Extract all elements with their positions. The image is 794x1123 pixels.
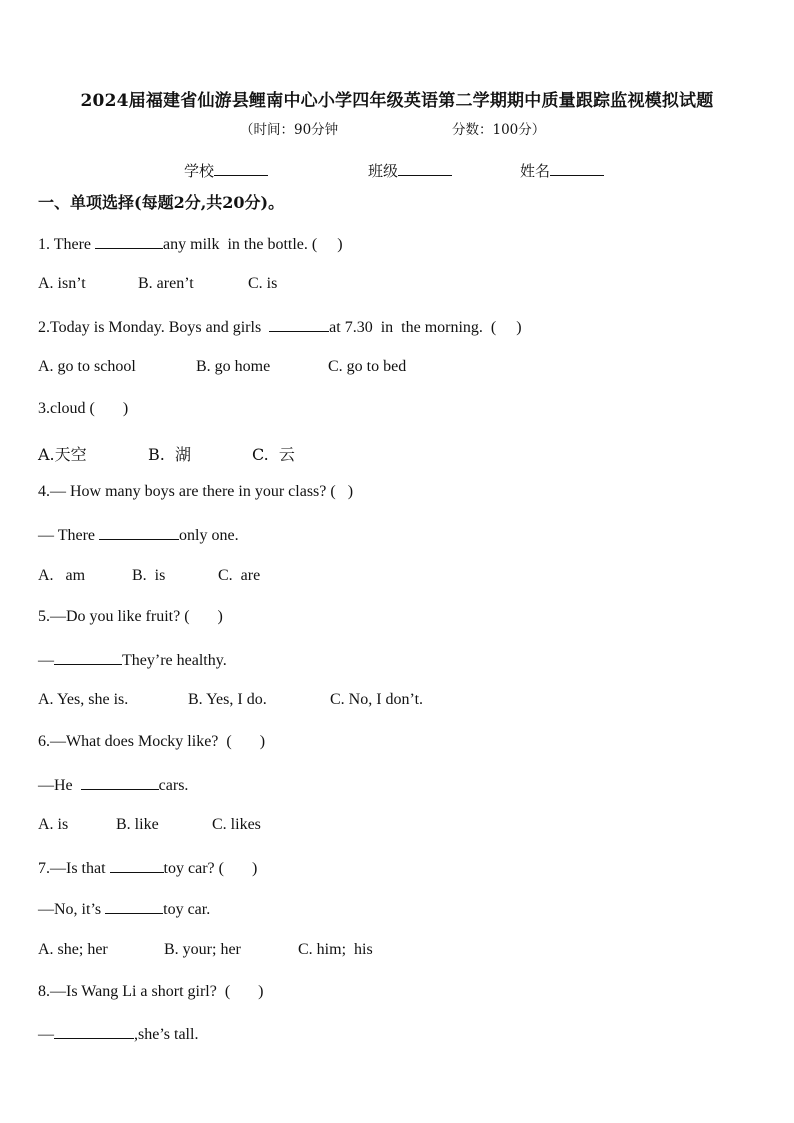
answer-blank[interactable] — [110, 858, 164, 873]
option-b: B. Yes, I do. — [188, 691, 267, 708]
option-b: B. aren’t — [138, 275, 194, 292]
answer-blank[interactable] — [54, 1024, 134, 1039]
question-5: 5.—Do you like fruit? ( ) — [38, 608, 223, 625]
option-b: B. go home — [196, 358, 271, 375]
option-b: B. is — [132, 567, 166, 584]
school-blank[interactable] — [214, 161, 268, 176]
exam-score: 分数：100分） — [452, 122, 546, 138]
option-a: A. she; her — [38, 941, 108, 958]
question-4-response: — There only one. — [38, 527, 239, 544]
class-field[interactable]: 班级 — [368, 160, 452, 181]
section-heading: 一、单项选择(每题2分,共20分)。 — [38, 193, 285, 212]
question-1: 1. There any milk in the bottle. ( ) — [38, 236, 343, 253]
question-7: 7.—Is that toy car? ( ) — [38, 860, 258, 877]
option-a: A. is — [38, 816, 69, 833]
option-c: C. likes — [212, 816, 261, 833]
question-6-response: —He cars. — [38, 777, 189, 794]
school-field[interactable]: 学校 — [184, 160, 268, 181]
exam-time: （时间：90分钟 — [240, 122, 339, 138]
question-8: 8.—Is Wang Li a short girl? ( ) — [38, 983, 264, 1000]
class-blank[interactable] — [398, 161, 452, 176]
option-b: B. your; her — [164, 941, 241, 958]
option-a: A. am — [38, 567, 86, 584]
question-6: 6.—What does Mocky like? ( ) — [38, 733, 266, 750]
answer-blank[interactable] — [95, 234, 163, 249]
answer-blank[interactable] — [81, 775, 159, 790]
option-a: A.天空 — [38, 445, 87, 464]
option-a: A. go to school — [38, 358, 136, 375]
option-b: B. 湖 — [148, 445, 192, 464]
question-5-response: — They’re healthy. — [38, 652, 227, 669]
option-a: A. isn’t — [38, 275, 86, 292]
option-a: A. Yes, she is. — [38, 691, 129, 708]
question-4: 4.— How many boys are there in your class? ( ) — [38, 483, 354, 500]
option-b: B. like — [116, 816, 159, 833]
answer-blank[interactable] — [105, 899, 163, 914]
option-c: C. go to bed — [328, 358, 407, 375]
page-title: 2024届福建省仙游县鲤南中心小学四年级英语第二学期期中质量跟踪监视模拟试题 — [80, 91, 714, 111]
answer-blank[interactable] — [269, 317, 329, 332]
question-3: 3.cloud ( ) — [38, 400, 129, 417]
name-blank[interactable] — [550, 161, 604, 176]
option-c: C. are — [218, 567, 261, 584]
name-field[interactable]: 姓名 — [520, 160, 604, 181]
question-2: 2.Today is Monday. Boys and girls at 7.30 in the morning. ( ) — [38, 319, 522, 336]
option-c: C. him; his — [298, 941, 373, 958]
question-7-response: —No, it’s toy car. — [38, 901, 211, 918]
option-c: C. No, I don’t. — [330, 691, 424, 708]
option-c: C. 云 — [252, 445, 295, 464]
option-c: C. is — [248, 275, 278, 292]
question-8-response: — ,she’s tall. — [38, 1026, 199, 1043]
answer-blank[interactable] — [54, 650, 122, 665]
answer-blank[interactable] — [99, 525, 179, 540]
